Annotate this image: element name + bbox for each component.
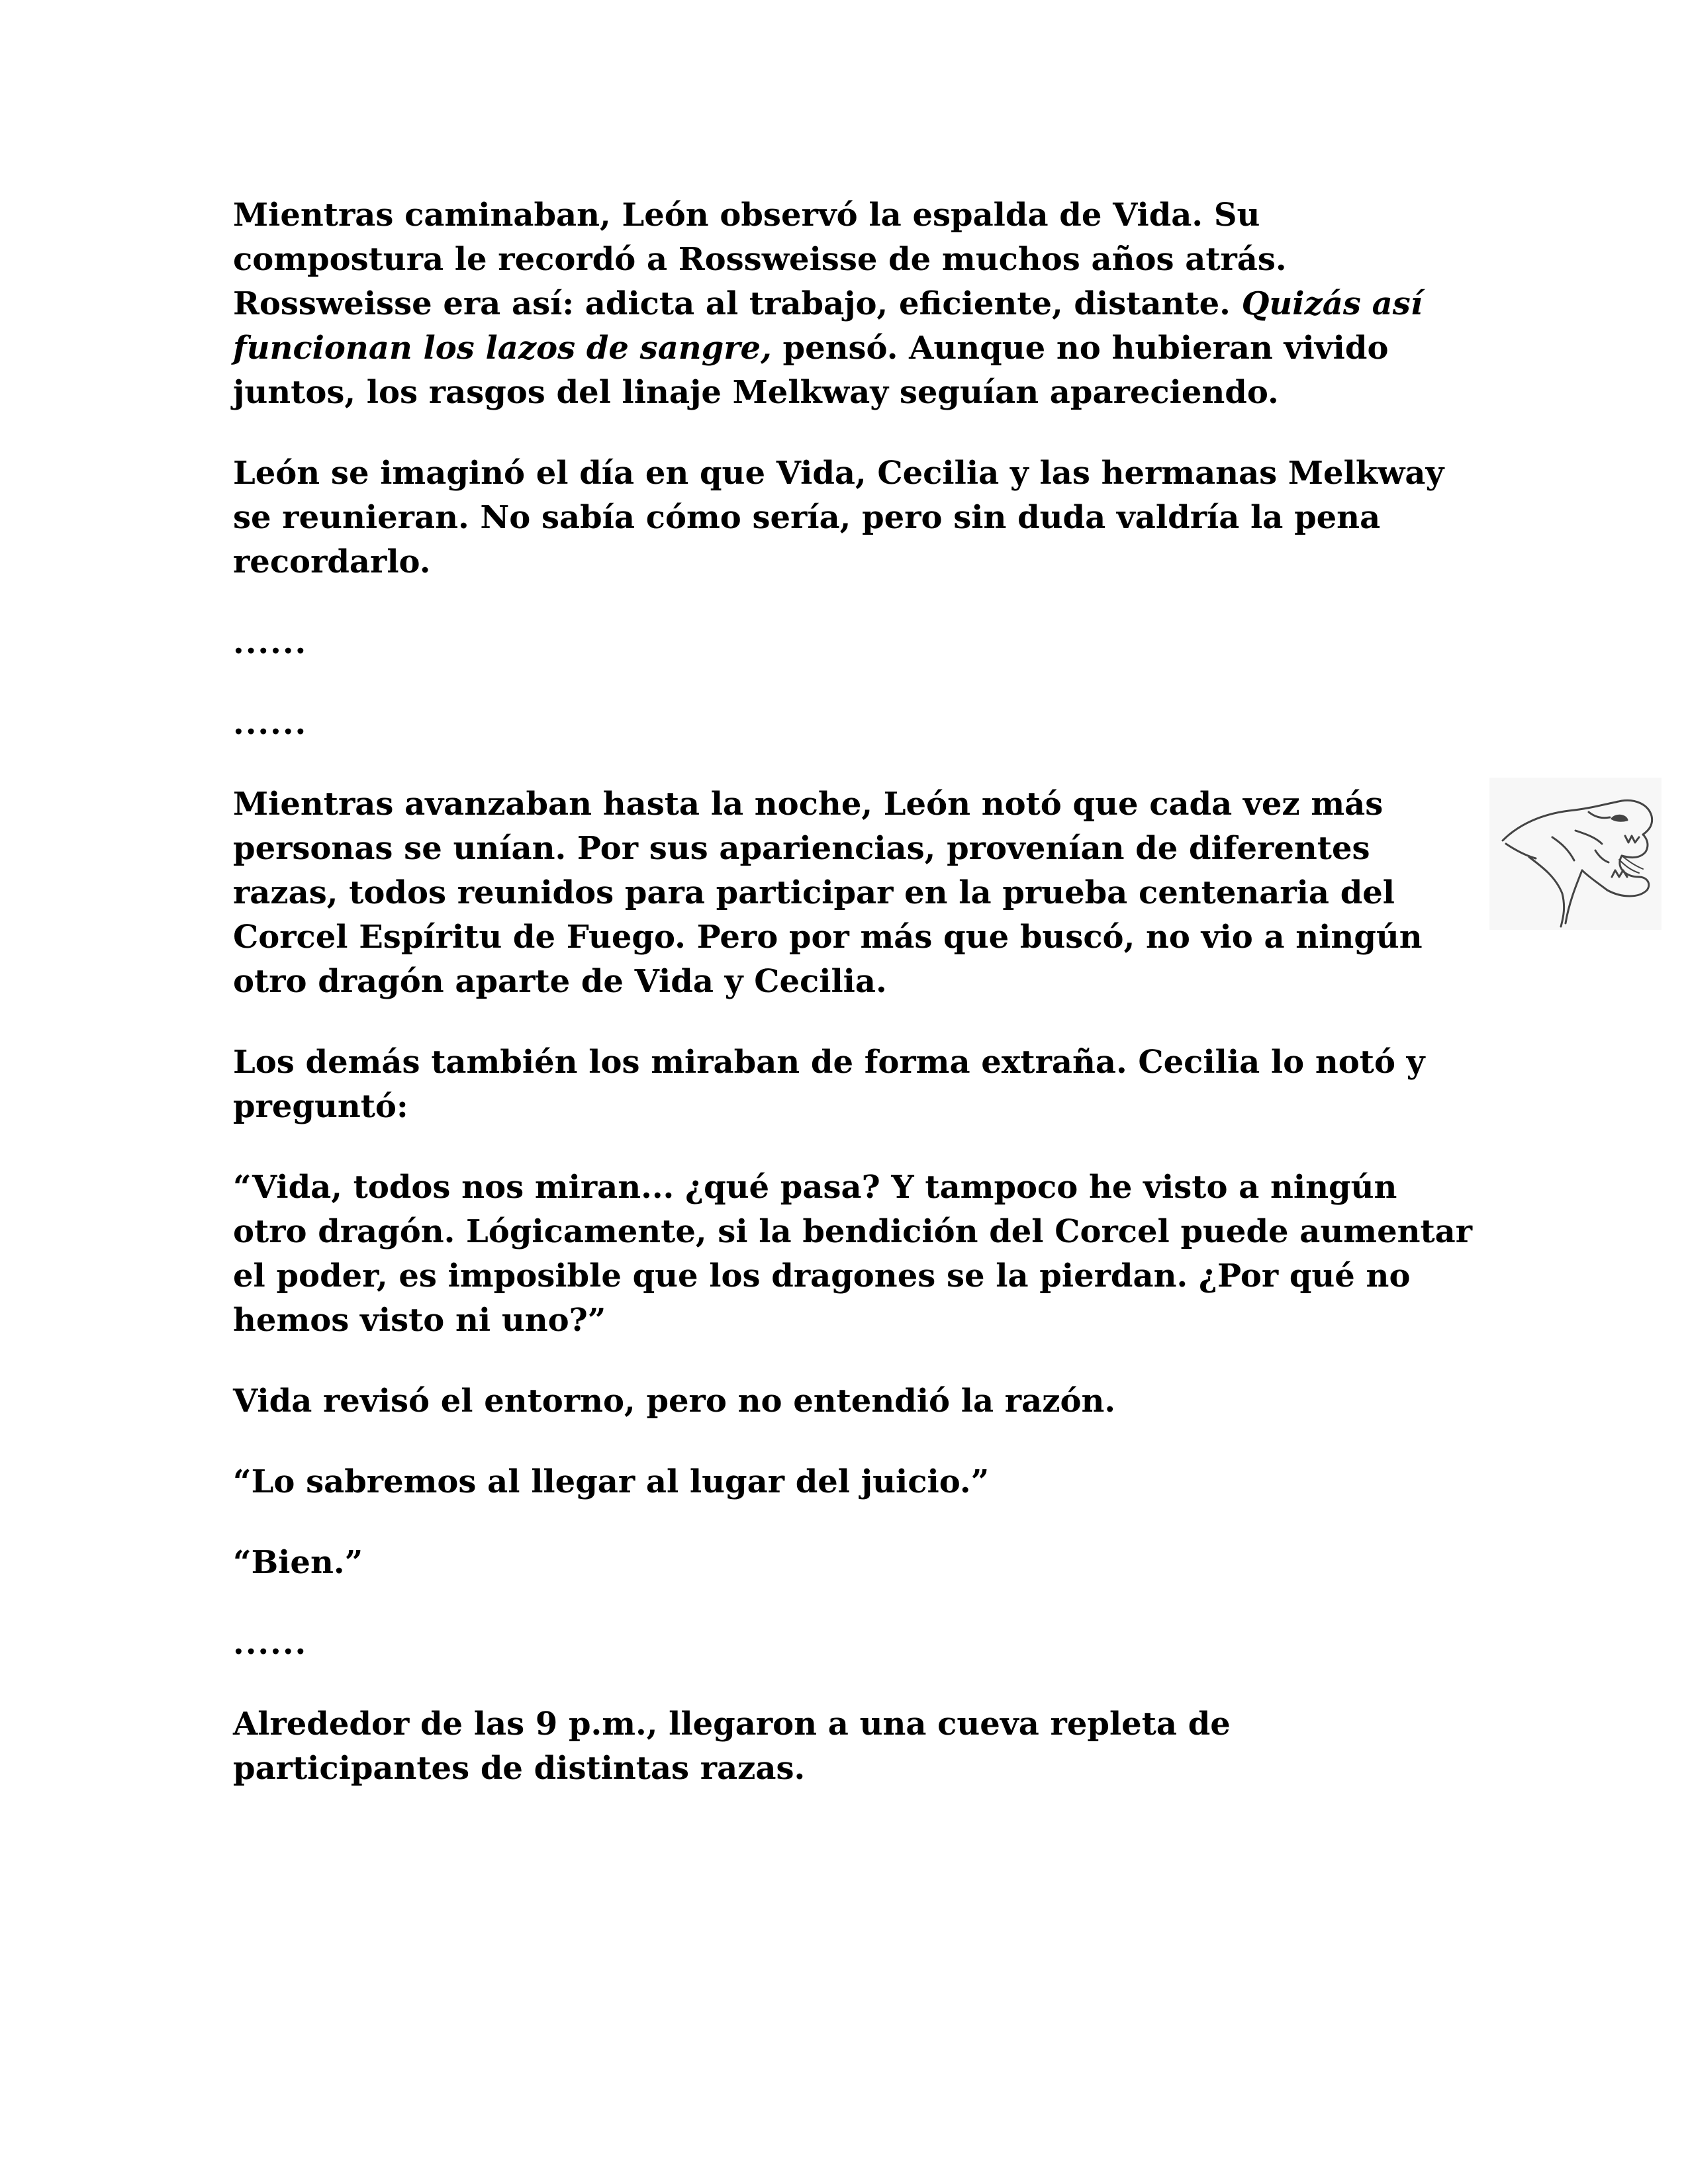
dinosaur-sketch-icon [1489,778,1662,930]
text-segment: “Lo sabremos al llegar al lugar del juicio.” [233,1463,990,1500]
text-segment: Los demás también los miraban de forma extraña. Cecilia lo notó y preguntó: [233,1044,1425,1125]
body-text [233,193,1477,1827]
paragraph [233,1541,1477,1585]
scene-break [233,702,1477,746]
scene-break [233,621,1477,665]
text-segment: ...... [233,705,308,742]
paragraph [233,1165,1477,1343]
text-segment: pensó. Aunque no hubieran vivido juntos, los rasgos del linaje Melkway seguían apareciendo. [233,330,1389,411]
paragraph [233,1379,1477,1424]
paragraph [233,1040,1477,1129]
text-segment: León se imaginó el día en que Vida, Cecilia y las hermanas Melkway se reunieran. No sabía cómo sería, pero sin duda valdría la pena recordarlo. [233,455,1444,580]
text-segment: ...... [233,624,308,661]
paragraph [233,1460,1477,1504]
scene-break [233,1621,1477,1666]
text-segment: “Bien.” [233,1544,363,1581]
text-segment: Vida revisó el entorno, pero no entendió la razón. [233,1383,1116,1420]
paragraph [233,451,1477,584]
paragraph [233,1702,1477,1791]
paragraph [233,782,1477,1004]
text-segment: Mientras avanzaban hasta la noche, León notó que cada vez más personas se unían. Por sus apariencias, provenían de diferentes razas, todos reunidos para participar en la prueba centenaria del Corcel Espíritu de Fuego. Pero por más que buscó, no vio a ningún otro dragón aparte de Vida y Cecilia. [233,786,1423,1000]
text-segment: Mientras caminaban, León observó la espalda de Vida. Su compostura le recordó a Rossweisse de muchos años atrás. Rossweisse era así: adicta al trabajo, eficiente, distante. [233,197,1287,322]
paragraph [233,193,1477,415]
italic-text: Quizás así funcionan los lazos de sangre, [233,285,1423,367]
text-segment: ...... [233,1625,308,1662]
text-segment: Alrededor de las 9 p.m., llegaron a una cueva repleta de participantes de distintas razas. [233,1706,1231,1787]
text-segment: “Vida, todos nos miran... ¿qué pasa? Y tampoco he visto a ningún otro dragón. Lógicamente, si la bendición del Corcel puede aumentar el poder, es imposible que los dragones se la pierdan. ¿Por qué no hemos visto ni uno?” [233,1169,1473,1339]
